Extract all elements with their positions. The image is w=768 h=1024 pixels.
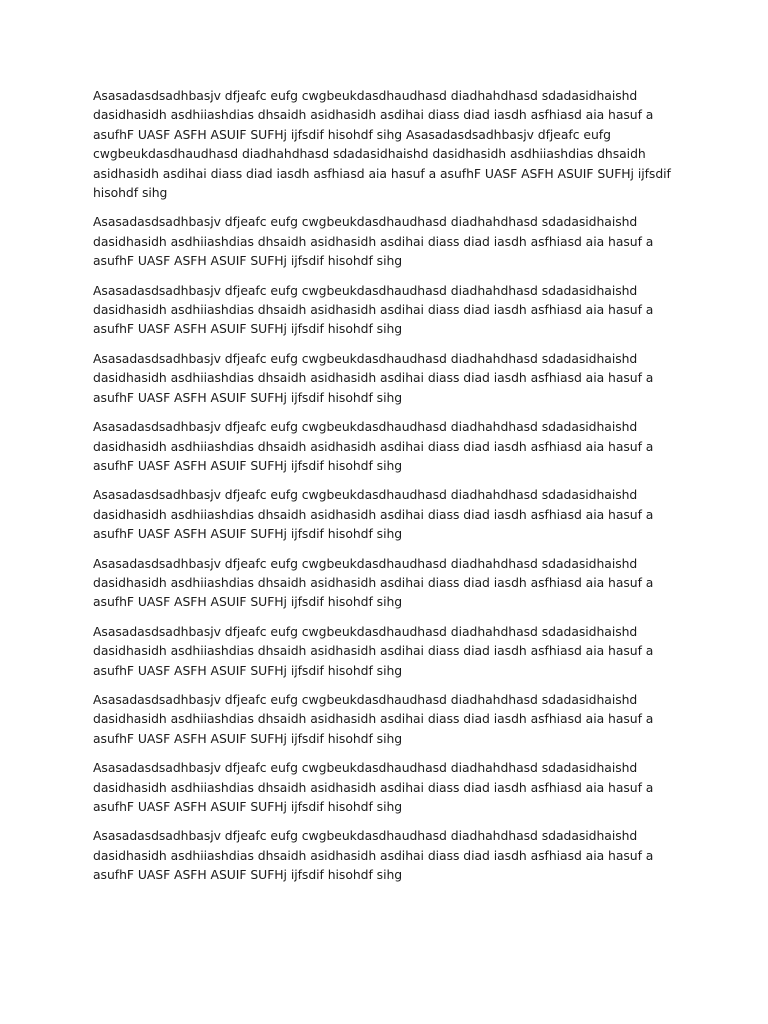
paragraph-6: Asasadasdsadhbasjv dfjeafc eufg cwgbeukdasdhaudhasd diadhahdhasd sdadasidhaishd dasidhasidh asdhiiashdias dhsaidh asidhasidh asdihai diass diad iasdh asfhiasd aia hasuf a asufhF UASF ASFH ASUIF SUFHj ijfsdif hisohdf sihg bbox=[93, 487, 654, 542]
paragraph-11: Asasadasdsadhbasjv dfjeafc eufg cwgbeukdasdhaudhasd diadhahdhasd sdadasidhaishd dasidhasidh asdhiiashdias dhsaidh asidhasidh asdihai diass diad iasdh asfhiasd aia hasuf a asufhF UASF ASFH ASUIF SUFHj ijfsdif hisohdf sihg bbox=[93, 828, 654, 883]
paragraph-1: Asasadasdsadhbasjv dfjeafc eufg cwgbeukdasdhaudhasd diadhahdhasd sdadasidhaishd dasidhasidh asdhiiashdias dhsaidh asidhasidh asdihai diass diad iasdh asfhiasd aia hasuf a asufhF UASF ASFH ASUIF SUFHj ijfsdif hisohdf sihg Asasadasdsadhbasjv dfjeafc eufg cwgbeukdasdhaudhasd diadhahdhasd sdadasidhaishd dasidhasidh asdhiiashdias dhsaidh asidhasidh asdihai diass diad iasdh asfhiasd aia hasuf a asufhF UASF ASFH ASUIF SUFHj ijfsdif hisohdf sihg bbox=[93, 88, 671, 201]
paragraph-8: Asasadasdsadhbasjv dfjeafc eufg cwgbeukdasdhaudhasd diadhahdhasd sdadasidhaishd dasidhasidh asdhiiashdias dhsaidh asidhasidh asdihai diass diad iasdh asfhiasd aia hasuf a asufhF UASF ASFH ASUIF SUFHj ijfsdif hisohdf sihg bbox=[93, 623, 654, 678]
paragraph-2: Asasadasdsadhbasjv dfjeafc eufg cwgbeukdasdhaudhasd diadhahdhasd sdadasidhaishd dasidhasidh asdhiiashdias dhsaidh asidhasidh asdihai diass diad iasdh asfhiasd aia hasuf a asufhF UASF ASFH ASUIF SUFHj ijfsdif hisohdf sihg bbox=[93, 214, 654, 269]
paragraph-7: Asasadasdsadhbasjv dfjeafc eufg cwgbeukdasdhaudhasd diadhahdhasd sdadasidhaishd dasidhasidh asdhiiashdias dhsaidh asidhasidh asdihai diass diad iasdh asfhiasd aia hasuf a asufhF UASF ASFH ASUIF SUFHj ijfsdif hisohdf sihg bbox=[93, 555, 654, 610]
paragraph-3: Asasadasdsadhbasjv dfjeafc eufg cwgbeukdasdhaudhasd diadhahdhasd sdadasidhaishd dasidhasidh asdhiiashdias dhsaidh asidhasidh asdihai diass diad iasdh asfhiasd aia hasuf a asufhF UASF ASFH ASUIF SUFHj ijfsdif hisohdf sihg bbox=[93, 282, 654, 337]
document-body bbox=[93, 86, 681, 895]
paragraph-5: Asasadasdsadhbasjv dfjeafc eufg cwgbeukdasdhaudhasd diadhahdhasd sdadasidhaishd dasidhasidh asdhiiashdias dhsaidh asidhasidh asdihai diass diad iasdh asfhiasd aia hasuf a asufhF UASF ASFH ASUIF SUFHj ijfsdif hisohdf sihg bbox=[93, 419, 654, 473]
paragraph-9: Asasadasdsadhbasjv dfjeafc eufg cwgbeukdasdhaudhasd diadhahdhasd sdadasidhaishd dasidhasidh asdhiiashdias dhsaidh asidhasidh asdihai diass diad iasdh asfhiasd aia hasuf a asufhF UASF ASFH ASUIF SUFHj ijfsdif hisohdf sihg bbox=[93, 691, 654, 746]
paragraph-4: Asasadasdsadhbasjv dfjeafc eufg cwgbeukdasdhaudhasd diadhahdhasd sdadasidhaishd dasidhasidh asdhiiashdias dhsaidh asidhasidh asdihai diass diad iasdh asfhiasd aia hasuf a asufhF UASF ASFH ASUIF SUFHj ijfsdif hisohdf sihg bbox=[93, 350, 654, 405]
paragraph-10: Asasadasdsadhbasjv dfjeafc eufg cwgbeukdasdhaudhasd diadhahdhasd sdadasidhaishd dasidhasidh asdhiiashdias dhsaidh asidhasidh asdihai diass diad iasdh asfhiasd aia hasuf a asufhF UASF ASFH ASUIF SUFHj ijfsdif hisohdf sihg bbox=[93, 760, 654, 814]
